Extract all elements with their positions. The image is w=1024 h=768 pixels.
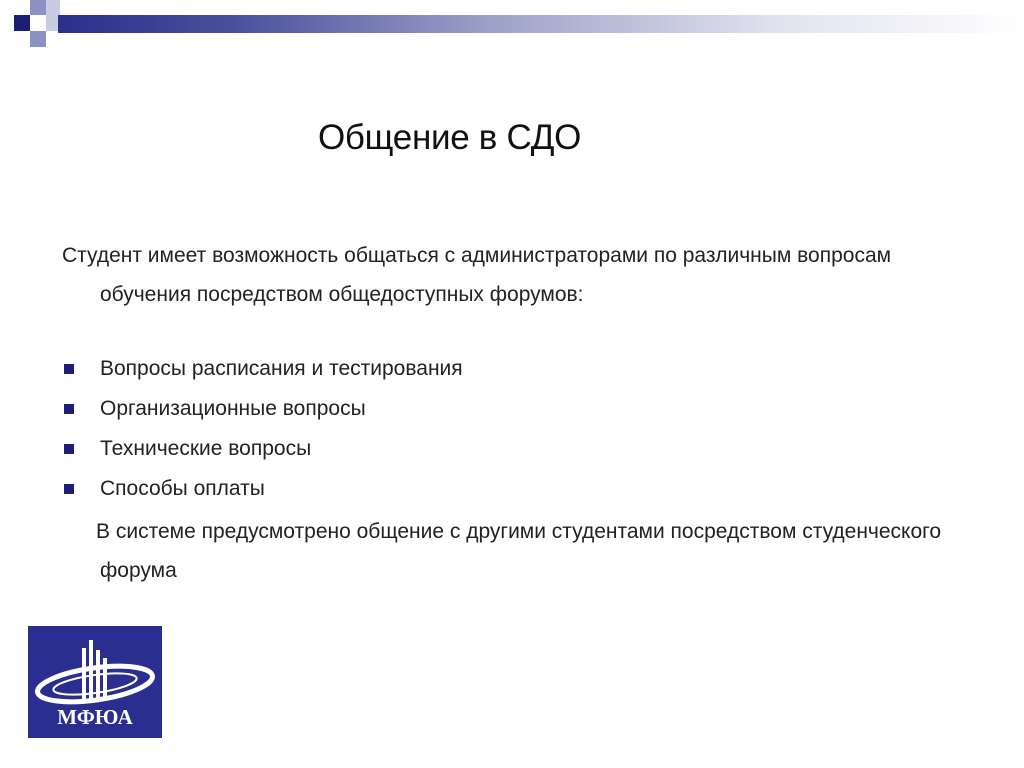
square-bullet-icon bbox=[64, 364, 74, 374]
bullet-list bbox=[62, 349, 962, 509]
slide-title: Общение в СДО bbox=[318, 118, 582, 157]
square-bullet-icon bbox=[64, 444, 74, 454]
list-item bbox=[62, 429, 962, 469]
list-item bbox=[62, 389, 962, 429]
mfua-emblem-icon bbox=[28, 626, 162, 738]
logo-wordmark: МФЮА bbox=[57, 705, 133, 729]
list-item bbox=[62, 349, 962, 389]
square-bullet-icon bbox=[64, 404, 74, 414]
list-item-text: Технические вопросы bbox=[100, 437, 312, 460]
outro-paragraph bbox=[96, 512, 962, 590]
header-square bbox=[14, 15, 30, 31]
square-bullet-icon bbox=[64, 484, 74, 494]
header-square bbox=[30, 0, 46, 15]
intro-paragraph bbox=[62, 236, 962, 314]
outro-line-2: форума bbox=[100, 559, 177, 582]
list-item-text: Способы оплаты bbox=[100, 477, 265, 500]
intro-line-1: Студент имеет возможность общаться с администраторами по различным вопросам bbox=[62, 244, 892, 267]
outro-line-1: В системе предусмотрено общение с другими студентами посредством студенческого bbox=[96, 520, 942, 543]
header-decoration bbox=[0, 0, 1024, 48]
header-gradient-bar bbox=[58, 15, 1024, 33]
intro-line-2: обучения посредством общедоступных форумов: bbox=[100, 283, 584, 306]
list-item-text: Вопросы расписания и тестирования bbox=[100, 357, 463, 380]
header-square bbox=[46, 0, 60, 15]
list-item bbox=[62, 469, 962, 509]
list-item-text: Организационные вопросы bbox=[100, 397, 366, 420]
header-square bbox=[30, 31, 46, 47]
mfua-logo bbox=[28, 626, 162, 738]
